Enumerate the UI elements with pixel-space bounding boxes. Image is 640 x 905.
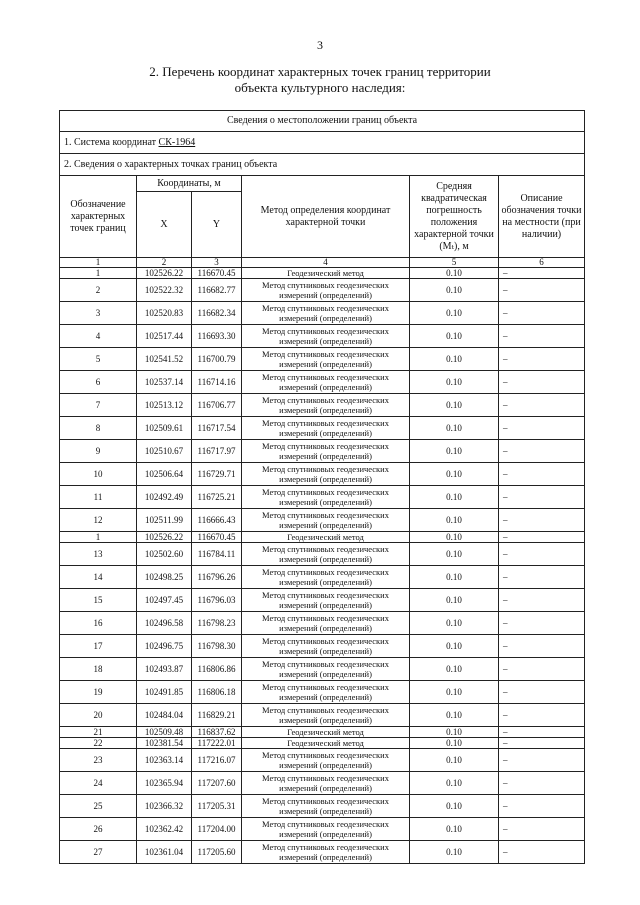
cell-x: 102361.04 <box>137 841 192 864</box>
table-row <box>60 749 585 772</box>
cell-y: 116682.77 <box>192 279 242 302</box>
cell-point-number: 25 <box>60 795 137 818</box>
cell-x: 102506.64 <box>137 463 192 486</box>
table-row <box>60 268 585 279</box>
cell-x: 102541.52 <box>137 348 192 371</box>
cell-point-number: 5 <box>60 348 137 371</box>
heading-line-2: объекта культурного наследия: <box>234 80 406 95</box>
cell-point-number: 23 <box>60 749 137 772</box>
cell-y: 116837.62 <box>192 727 242 738</box>
cell-x: 102526.22 <box>137 268 192 279</box>
cell-description: – <box>499 463 585 486</box>
cell-description: – <box>499 509 585 532</box>
table-row <box>60 589 585 612</box>
cell-x: 102509.48 <box>137 727 192 738</box>
cell-y: 116798.30 <box>192 635 242 658</box>
cell-description: – <box>499 486 585 509</box>
cell-point-number: 27 <box>60 841 137 864</box>
cell-description: – <box>499 566 585 589</box>
cell-y: 116784.11 <box>192 543 242 566</box>
coordinate-system-label: 1. Система координат <box>64 136 159 148</box>
cell-point-number: 15 <box>60 589 137 612</box>
cell-rmse: 0.10 <box>410 749 499 772</box>
cell-x: 102537.14 <box>137 371 192 394</box>
cell-description: – <box>499 612 585 635</box>
table-row <box>60 543 585 566</box>
cell-point-number: 1 <box>60 268 137 279</box>
cell-x: 102496.58 <box>137 612 192 635</box>
cell-point-number: 24 <box>60 772 137 795</box>
header-method: Метод определения координат характерной точки <box>242 176 410 258</box>
cell-method: Метод спутниковых геодезических измерений (определений) <box>242 704 410 727</box>
cell-description: – <box>499 279 585 302</box>
cell-y: 116806.86 <box>192 658 242 681</box>
cell-x: 102498.25 <box>137 566 192 589</box>
cell-rmse: 0.10 <box>410 681 499 704</box>
cell-rmse: 0.10 <box>410 279 499 302</box>
column-number: 2 <box>137 258 192 268</box>
cell-method: Метод спутниковых геодезических измерений (определений) <box>242 658 410 681</box>
cell-method: Геодезический метод <box>242 532 410 543</box>
cell-x: 102511.99 <box>137 509 192 532</box>
table-row <box>60 566 585 589</box>
cell-point-number: 4 <box>60 325 137 348</box>
cell-rmse: 0.10 <box>410 795 499 818</box>
cell-rmse: 0.10 <box>410 612 499 635</box>
cell-description: – <box>499 394 585 417</box>
cell-x: 102497.45 <box>137 589 192 612</box>
cell-y: 116725.21 <box>192 486 242 509</box>
cell-y: 116670.45 <box>192 532 242 543</box>
table-row <box>60 738 585 749</box>
cell-rmse: 0.10 <box>410 658 499 681</box>
column-number: 1 <box>60 258 137 268</box>
cell-x: 102520.83 <box>137 302 192 325</box>
cell-x: 102510.67 <box>137 440 192 463</box>
cell-method: Метод спутниковых геодезических измерений (определений) <box>242 841 410 864</box>
cell-method: Метод спутниковых геодезических измерений (определений) <box>242 463 410 486</box>
cell-method: Метод спутниковых геодезических измерений (определений) <box>242 543 410 566</box>
cell-description: – <box>499 738 585 749</box>
cell-description: – <box>499 417 585 440</box>
header-y: Y <box>192 192 242 258</box>
cell-x: 102513.12 <box>137 394 192 417</box>
cell-description: – <box>499 440 585 463</box>
cell-point-number: 12 <box>60 509 137 532</box>
cell-rmse: 0.10 <box>410 417 499 440</box>
cell-x: 102496.75 <box>137 635 192 658</box>
table-row <box>60 463 585 486</box>
heading-line-1: 2. Перечень координат характерных точек границ территории <box>149 64 491 79</box>
page-heading <box>0 64 640 96</box>
cell-point-number: 2 <box>60 279 137 302</box>
header-rmse: Средняя квадратическая погрешность положения характерной точки (Mₜ), м <box>410 176 499 258</box>
cell-rmse: 0.10 <box>410 509 499 532</box>
cell-method: Метод спутниковых геодезических измерений (определений) <box>242 325 410 348</box>
table-row <box>60 681 585 704</box>
cell-point-number: 10 <box>60 463 137 486</box>
cell-description: – <box>499 635 585 658</box>
table-row <box>60 658 585 681</box>
header-coordinates: Координаты, м <box>137 176 242 192</box>
cell-method: Геодезический метод <box>242 738 410 749</box>
cell-description: – <box>499 302 585 325</box>
coordinates-table <box>59 110 585 864</box>
cell-x: 102484.04 <box>137 704 192 727</box>
cell-y: 116798.23 <box>192 612 242 635</box>
cell-description: – <box>499 348 585 371</box>
cell-y: 116717.97 <box>192 440 242 463</box>
cell-x: 102493.87 <box>137 658 192 681</box>
cell-point-number: 6 <box>60 371 137 394</box>
cell-rmse: 0.10 <box>410 566 499 589</box>
cell-method: Метод спутниковых геодезических измерений (определений) <box>242 566 410 589</box>
table-row <box>60 818 585 841</box>
cell-rmse: 0.10 <box>410 268 499 279</box>
cell-description: – <box>499 532 585 543</box>
cell-point-number: 13 <box>60 543 137 566</box>
cell-point-number: 18 <box>60 658 137 681</box>
cell-method: Метод спутниковых геодезических измерений (определений) <box>242 417 410 440</box>
cell-method: Метод спутниковых геодезических измерений (определений) <box>242 818 410 841</box>
cell-point-number: 8 <box>60 417 137 440</box>
cell-description: – <box>499 268 585 279</box>
cell-y: 116682.34 <box>192 302 242 325</box>
cell-x: 102517.44 <box>137 325 192 348</box>
cell-x: 102366.32 <box>137 795 192 818</box>
column-number: 3 <box>192 258 242 268</box>
table-row <box>60 704 585 727</box>
table-row <box>60 440 585 463</box>
cell-method: Метод спутниковых геодезических измерений (определений) <box>242 772 410 795</box>
header-x: X <box>137 192 192 258</box>
page-number: 3 <box>317 38 323 52</box>
cell-y: 116693.30 <box>192 325 242 348</box>
cell-method: Метод спутниковых геодезических измерений (определений) <box>242 279 410 302</box>
cell-method: Метод спутниковых геодезических измерений (определений) <box>242 371 410 394</box>
cell-y: 116796.03 <box>192 589 242 612</box>
table-row <box>60 532 585 543</box>
table-row <box>60 302 585 325</box>
header-description: Описание обозначения точки на местности (при наличии) <box>499 176 585 258</box>
cell-x: 102526.22 <box>137 532 192 543</box>
cell-point-number: 7 <box>60 394 137 417</box>
cell-y: 116666.43 <box>192 509 242 532</box>
cell-description: – <box>499 589 585 612</box>
cell-point-number: 14 <box>60 566 137 589</box>
cell-method: Метод спутниковых геодезических измерений (определений) <box>242 394 410 417</box>
table-row <box>60 727 585 738</box>
cell-method: Метод спутниковых геодезических измерений (определений) <box>242 302 410 325</box>
cell-description: – <box>499 704 585 727</box>
coordinate-system <box>60 132 585 154</box>
cell-point-number: 1 <box>60 532 137 543</box>
column-number: 4 <box>242 258 410 268</box>
cell-rmse: 0.10 <box>410 463 499 486</box>
coordinate-system-value: СК-1964 <box>158 136 196 148</box>
column-number: 5 <box>410 258 499 268</box>
cell-x: 102362.42 <box>137 818 192 841</box>
cell-y: 116706.77 <box>192 394 242 417</box>
cell-method: Метод спутниковых геодезических измерений (определений) <box>242 635 410 658</box>
cell-description: – <box>499 818 585 841</box>
cell-rmse: 0.10 <box>410 635 499 658</box>
cell-method: Метод спутниковых геодезических измерений (определений) <box>242 509 410 532</box>
table-row <box>60 348 585 371</box>
cell-description: – <box>499 371 585 394</box>
table-row <box>60 486 585 509</box>
cell-x: 102492.49 <box>137 486 192 509</box>
column-number: 6 <box>499 258 585 268</box>
table-banner: Сведения о местоположении границ объекта <box>60 111 585 132</box>
cell-y: 116700.79 <box>192 348 242 371</box>
cell-rmse: 0.10 <box>410 371 499 394</box>
cell-rmse: 0.10 <box>410 704 499 727</box>
cell-method: Метод спутниковых геодезических измерений (определений) <box>242 749 410 772</box>
cell-point-number: 21 <box>60 727 137 738</box>
cell-y: 116717.54 <box>192 417 242 440</box>
cell-method: Метод спутниковых геодезических измерений (определений) <box>242 681 410 704</box>
cell-method: Метод спутниковых геодезических измерений (определений) <box>242 612 410 635</box>
cell-description: – <box>499 325 585 348</box>
cell-y: 116714.16 <box>192 371 242 394</box>
cell-rmse: 0.10 <box>410 841 499 864</box>
cell-y: 117222.01 <box>192 738 242 749</box>
cell-rmse: 0.10 <box>410 738 499 749</box>
cell-description: – <box>499 727 585 738</box>
cell-rmse: 0.10 <box>410 727 499 738</box>
cell-point-number: 11 <box>60 486 137 509</box>
table-row <box>60 417 585 440</box>
cell-point-number: 9 <box>60 440 137 463</box>
cell-y: 116796.26 <box>192 566 242 589</box>
cell-point-number: 3 <box>60 302 137 325</box>
cell-rmse: 0.10 <box>410 302 499 325</box>
cell-rmse: 0.10 <box>410 486 499 509</box>
cell-y: 116729.71 <box>192 463 242 486</box>
cell-x: 102509.61 <box>137 417 192 440</box>
cell-method: Метод спутниковых геодезических измерений (определений) <box>242 486 410 509</box>
cell-description: – <box>499 795 585 818</box>
cell-description: – <box>499 681 585 704</box>
cell-method: Метод спутниковых геодезических измерений (определений) <box>242 440 410 463</box>
table-row <box>60 841 585 864</box>
cell-point-number: 26 <box>60 818 137 841</box>
cell-rmse: 0.10 <box>410 440 499 463</box>
table-row <box>60 394 585 417</box>
cell-rmse: 0.10 <box>410 394 499 417</box>
cell-x: 102502.60 <box>137 543 192 566</box>
table-row <box>60 612 585 635</box>
cell-point-number: 22 <box>60 738 137 749</box>
cell-description: – <box>499 543 585 566</box>
cell-point-number: 19 <box>60 681 137 704</box>
cell-y: 116670.45 <box>192 268 242 279</box>
cell-rmse: 0.10 <box>410 325 499 348</box>
table-row <box>60 279 585 302</box>
cell-point-number: 17 <box>60 635 137 658</box>
cell-y: 116806.18 <box>192 681 242 704</box>
table-row <box>60 635 585 658</box>
cell-x: 102363.14 <box>137 749 192 772</box>
cell-method: Метод спутниковых геодезических измерений (определений) <box>242 348 410 371</box>
cell-y: 117207.60 <box>192 772 242 795</box>
cell-description: – <box>499 841 585 864</box>
table-row <box>60 772 585 795</box>
cell-x: 102381.54 <box>137 738 192 749</box>
cell-method: Метод спутниковых геодезических измерений (определений) <box>242 589 410 612</box>
cell-method: Геодезический метод <box>242 268 410 279</box>
cell-method: Метод спутниковых геодезических измерений (определений) <box>242 795 410 818</box>
table-row <box>60 325 585 348</box>
cell-y: 117204.00 <box>192 818 242 841</box>
cell-rmse: 0.10 <box>410 589 499 612</box>
table-row <box>60 509 585 532</box>
cell-rmse: 0.10 <box>410 818 499 841</box>
cell-method: Геодезический метод <box>242 727 410 738</box>
cell-y: 117205.31 <box>192 795 242 818</box>
cell-y: 116829.21 <box>192 704 242 727</box>
table-row <box>60 795 585 818</box>
cell-description: – <box>499 772 585 795</box>
cell-description: – <box>499 749 585 772</box>
points-section-title: 2. Сведения о характерных точках границ объекта <box>60 154 585 176</box>
cell-point-number: 20 <box>60 704 137 727</box>
cell-x: 102365.94 <box>137 772 192 795</box>
cell-y: 117216.07 <box>192 749 242 772</box>
cell-rmse: 0.10 <box>410 543 499 566</box>
header-point-designation: Обозначение характерных точек границ <box>60 176 137 258</box>
cell-rmse: 0.10 <box>410 348 499 371</box>
cell-rmse: 0.10 <box>410 772 499 795</box>
cell-x: 102522.32 <box>137 279 192 302</box>
cell-point-number: 16 <box>60 612 137 635</box>
cell-description: – <box>499 658 585 681</box>
table-row <box>60 371 585 394</box>
cell-x: 102491.85 <box>137 681 192 704</box>
cell-rmse: 0.10 <box>410 532 499 543</box>
cell-y: 117205.60 <box>192 841 242 864</box>
